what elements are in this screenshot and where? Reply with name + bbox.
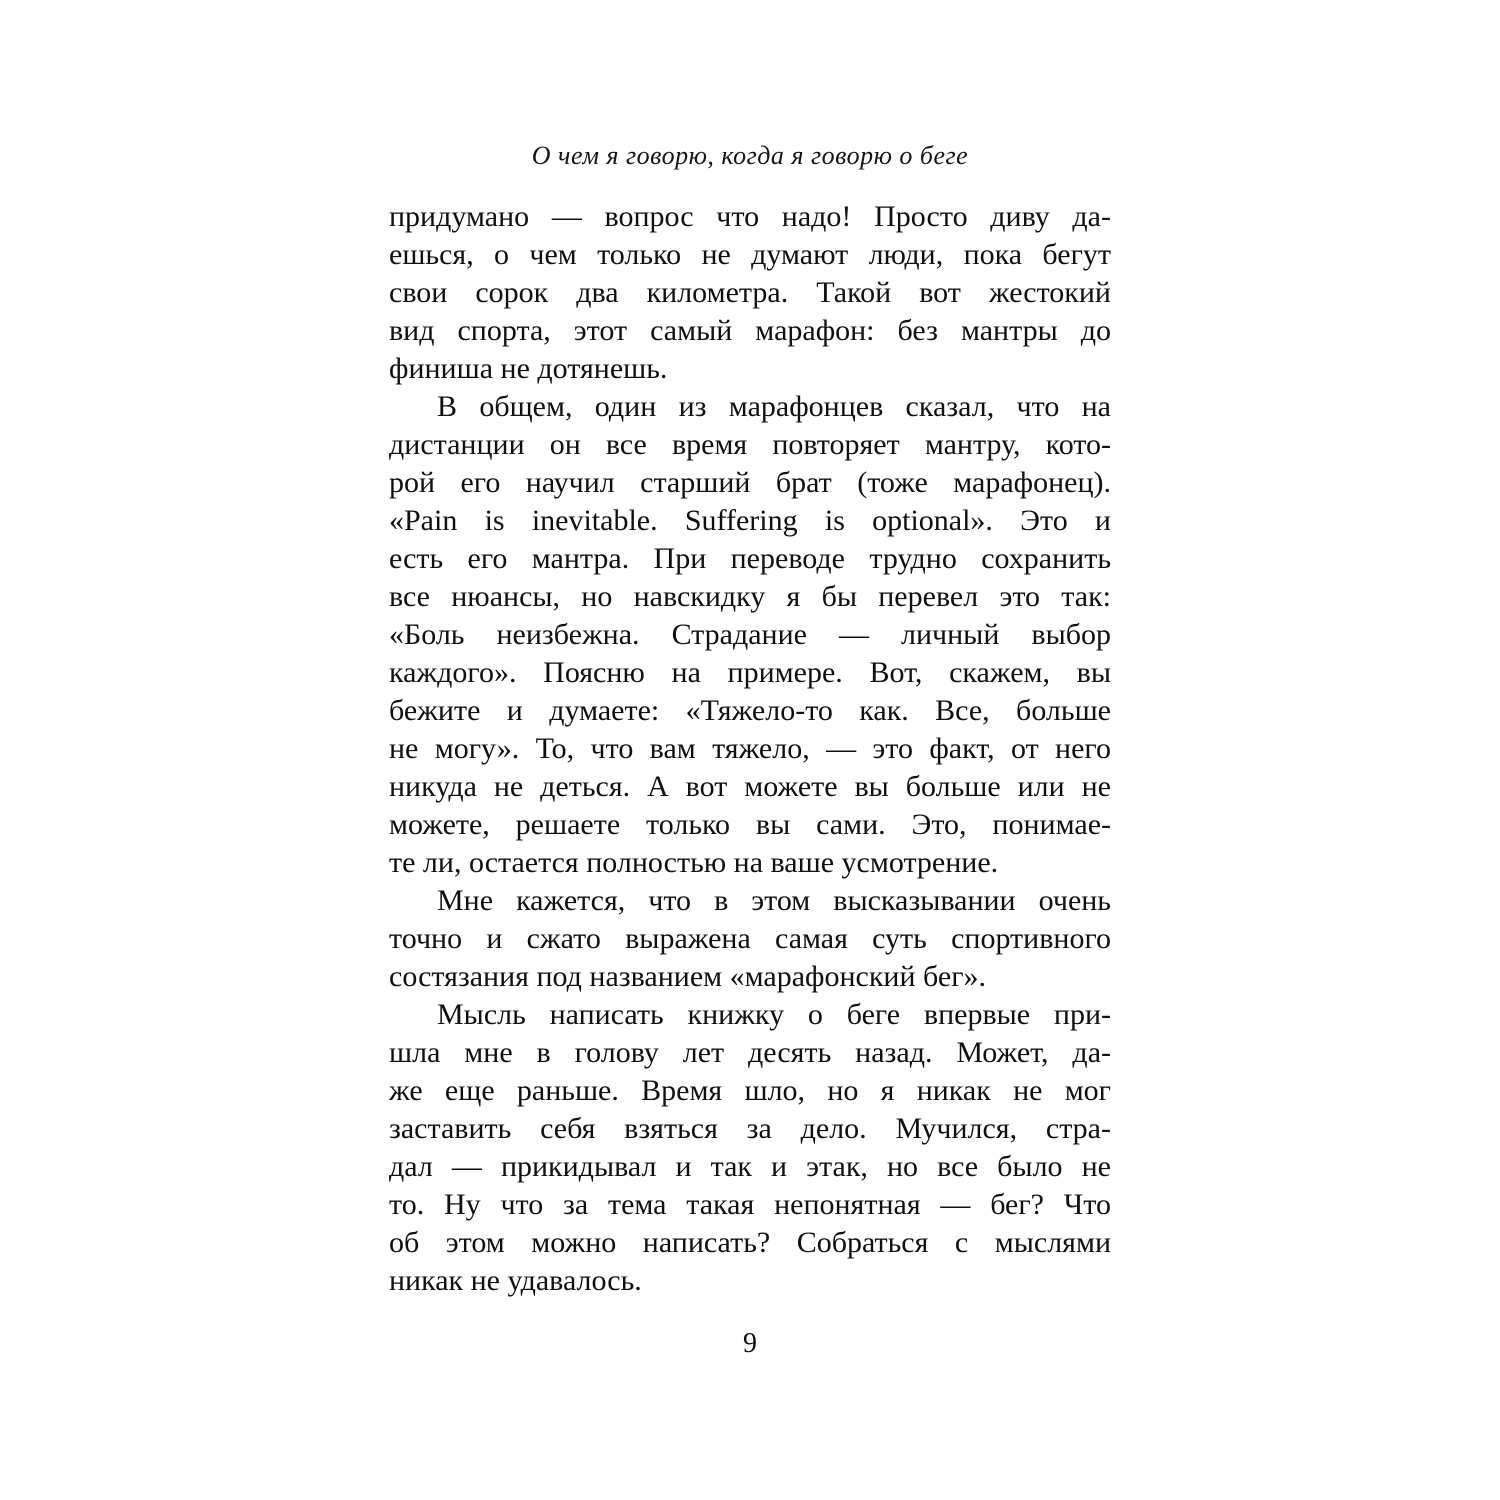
text-line: бежите и думаете: «Тяжело-то как. Все, больше — [389, 694, 1111, 727]
text-line: Мысль написать книжку о беге впервые при- — [437, 998, 1111, 1031]
text-line: точно и сжато выражена самая суть спортивного — [389, 922, 1111, 955]
text-line: ешься, о чем только не думают люди, пока бегут — [389, 238, 1111, 271]
text-line: «Pain is inevitable. Suffering is optional». Это и — [389, 504, 1111, 537]
page-number: 9 — [743, 1328, 757, 1359]
text-line: же еще раньше. Время шло, но я никак не мог — [389, 1074, 1111, 1107]
paragraph — [389, 996, 1111, 1300]
text-line: свои сорок два километра. Такой вот жестокий — [389, 276, 1111, 309]
text-line: состязания под названием «марафонский бег». — [389, 960, 987, 993]
text-line: «Боль неизбежна. Страдание — личный выбор — [389, 618, 1111, 651]
text-line: финиша не дотянешь. — [389, 352, 668, 385]
text-line: те ли, остается полностью на ваше усмотрение. — [389, 846, 999, 879]
text-line: дал — прикидывал и так и этак, но все было не — [389, 1150, 1111, 1183]
text-block — [389, 198, 1111, 1300]
paragraph — [389, 388, 1111, 882]
text-line: заставить себя взяться за дело. Мучился, стра- — [389, 1112, 1111, 1145]
text-line: Мне кажется, что в этом высказывании очень — [437, 884, 1111, 917]
text-line: не могу». То, что вам тяжело, — это факт, от него — [389, 732, 1111, 765]
text-line: никуда не деться. А вот можете вы больше или не — [389, 770, 1111, 803]
text-line: то. Ну что за тема такая непонятная — бег? Что — [389, 1188, 1111, 1221]
paragraph — [389, 198, 1111, 388]
text-line: никак не удавалось. — [389, 1264, 642, 1297]
text-line: все нюансы, но навскидку я бы перевел это так: — [389, 580, 1111, 613]
text-line: В общем, один из марафонцев сказал, что на — [437, 390, 1111, 423]
text-line: вид спорта, этот самый марафон: без мантры до — [389, 314, 1111, 347]
text-line: можете, решаете только вы сами. Это, понимае- — [389, 808, 1111, 841]
text-line: об этом можно написать? Собраться с мыслями — [389, 1226, 1111, 1259]
running-title: О чем я говорю, когда я говорю о беге — [531, 141, 969, 170]
text-line: придумано — вопрос что надо! Просто диву да- — [389, 200, 1111, 233]
text-line: шла мне в голову лет десять назад. Может, да- — [389, 1036, 1111, 1069]
text-line: дистанции он все время повторяет мантру, кото- — [389, 428, 1111, 461]
paragraph — [389, 882, 1111, 996]
text-line: рой его научил старший брат (тоже марафонец). — [389, 466, 1111, 499]
text-line: каждого». Поясню на примере. Вот, скажем, вы — [389, 656, 1111, 689]
text-line: есть его мантра. При переводе трудно сохранить — [389, 542, 1111, 575]
